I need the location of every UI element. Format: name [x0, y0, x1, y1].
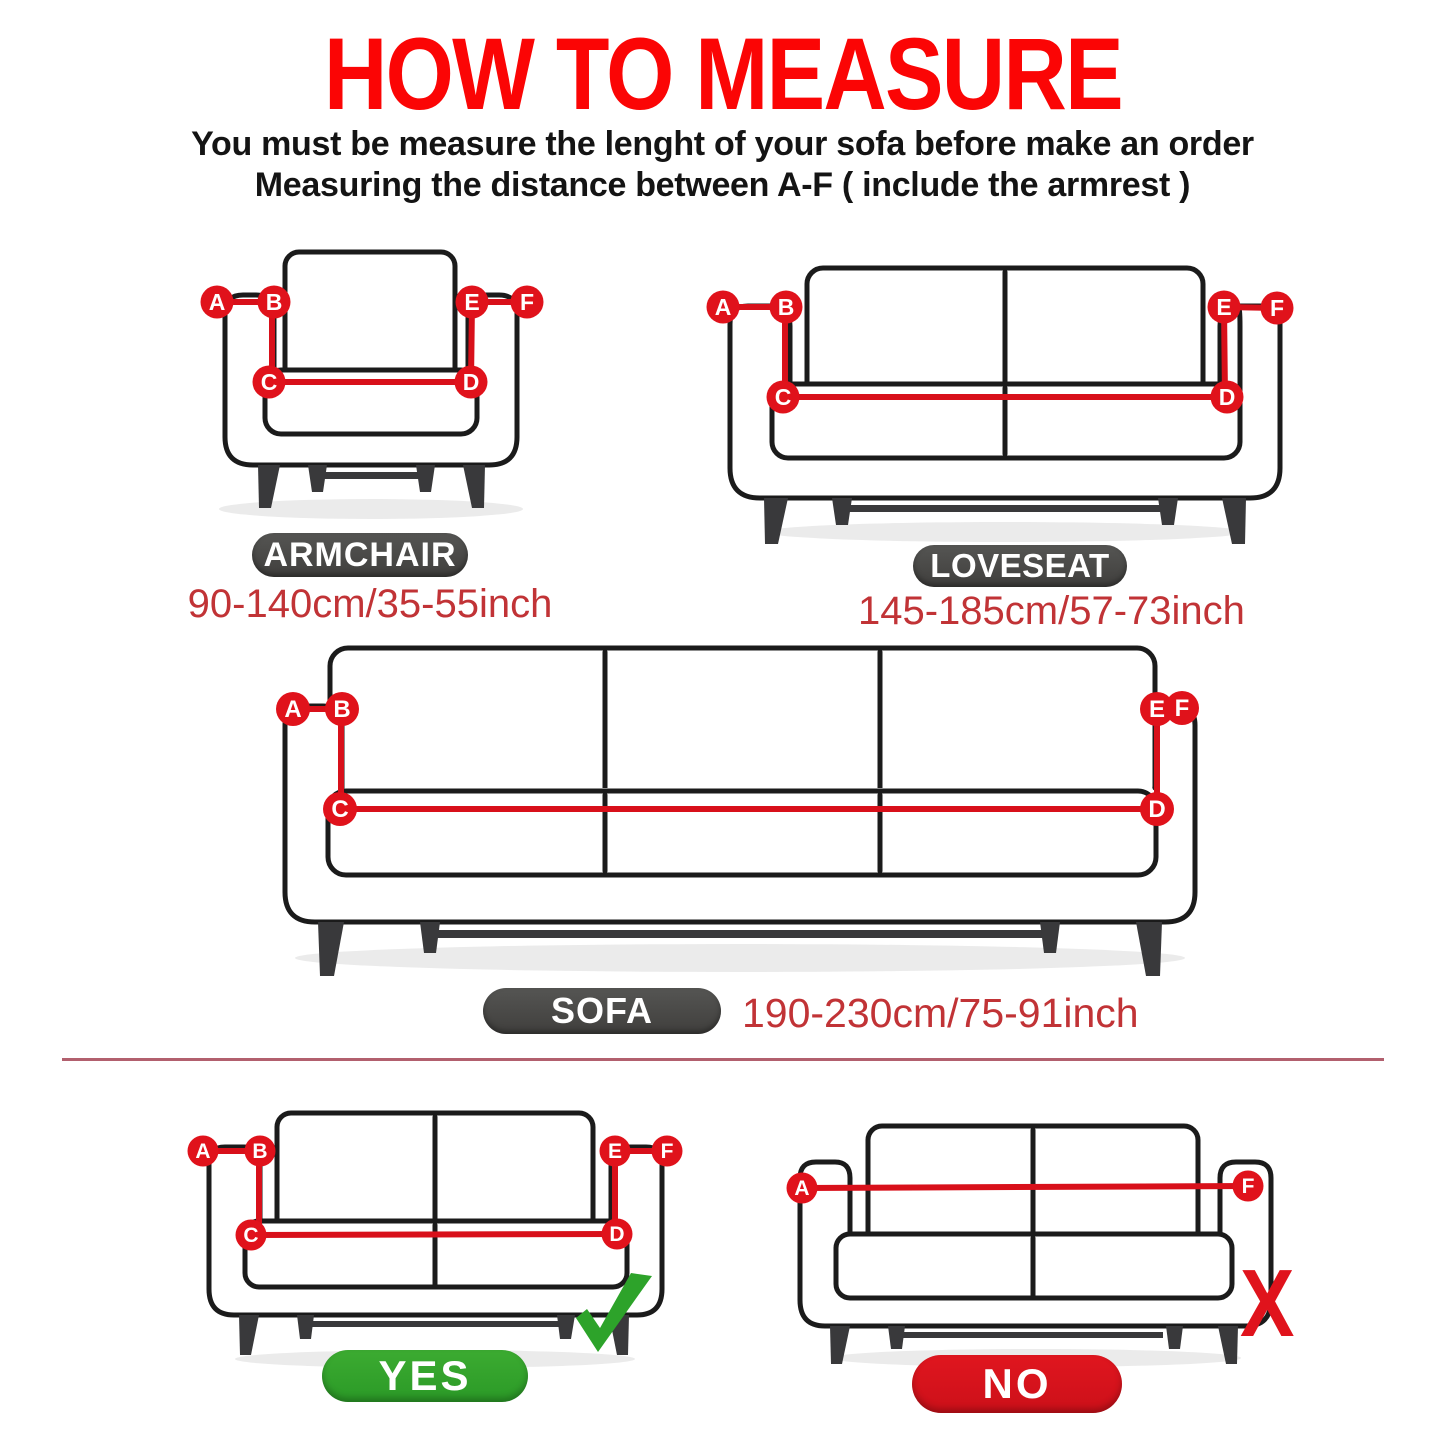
marker-c	[236, 1220, 267, 1251]
svg-text:F: F	[519, 289, 535, 315]
no-example-diagram	[778, 1118, 1300, 1380]
svg-text:A: A	[284, 696, 302, 723]
sofa-label: SOFA	[550, 990, 653, 1031]
marker-c	[767, 381, 800, 414]
svg-text:B: B	[265, 289, 283, 315]
sofa-label-pill	[483, 988, 721, 1034]
checkmark-icon	[570, 1266, 654, 1352]
marker-e	[1208, 291, 1241, 324]
marker-d	[455, 366, 488, 399]
loveseat-diagram	[702, 256, 1302, 556]
svg-text:D: D	[609, 1223, 625, 1246]
marker-e	[456, 286, 489, 319]
marker-f	[1165, 691, 1199, 725]
marker-d	[1140, 792, 1174, 826]
no-measure-line	[802, 1186, 1248, 1188]
svg-text:C: C	[331, 796, 349, 823]
svg-text:F: F	[1269, 295, 1285, 321]
svg-text:D: D	[1218, 384, 1236, 410]
sofa-diagram	[230, 628, 1230, 988]
marker-c	[323, 792, 357, 826]
svg-text:C: C	[774, 384, 792, 410]
svg-text:E: E	[607, 1140, 623, 1163]
loveseat-range: 145-185cm/57-73inch	[858, 589, 1245, 633]
armchair-range: 90-140cm/35-55inch	[187, 582, 553, 626]
marker-e	[600, 1136, 631, 1167]
marker-a	[201, 286, 234, 319]
marker-d	[602, 1219, 633, 1250]
marker-a	[787, 1173, 818, 1204]
svg-text:F: F	[1241, 1175, 1255, 1198]
subtitle-line-1: You must be measure the lenght of your sofa before make an order	[191, 125, 1254, 163]
svg-text:F: F	[660, 1140, 674, 1163]
yes-pill	[322, 1350, 528, 1402]
x-mark-icon: X	[1240, 1250, 1295, 1357]
marker-f	[652, 1136, 683, 1167]
yes-label: YES	[378, 1352, 472, 1399]
armchair-label-pill	[252, 533, 468, 577]
svg-text:A: A	[794, 1177, 810, 1200]
no-pill	[912, 1355, 1122, 1413]
svg-text:B: B	[252, 1140, 268, 1163]
svg-text:E: E	[1216, 294, 1232, 320]
no-label: NO	[982, 1360, 1052, 1407]
svg-text:E: E	[1148, 696, 1166, 723]
svg-text:A: A	[714, 294, 732, 320]
marker-d	[1211, 381, 1244, 414]
marker-b	[258, 286, 291, 319]
marker-a	[188, 1136, 219, 1167]
svg-text:A: A	[195, 1140, 211, 1163]
sofa-range: 190-230cm/75-91inch	[742, 990, 1139, 1036]
page-title-wrap	[0, 16, 1445, 133]
subtitle	[0, 124, 1445, 206]
section-divider	[62, 1058, 1384, 1061]
svg-text:D: D	[462, 369, 480, 395]
svg-text:E: E	[464, 289, 480, 315]
svg-text:A: A	[208, 289, 226, 315]
sofa-back-cushions	[330, 648, 1155, 804]
armchair-diagram	[180, 245, 575, 535]
svg-text:D: D	[1148, 796, 1166, 823]
marker-c	[253, 366, 286, 399]
marker-b	[325, 692, 359, 726]
page-title: HOW TO MEASURE	[323, 17, 1122, 131]
marker-f	[1261, 292, 1294, 325]
sofa-seat-cushions	[328, 791, 1156, 875]
marker-b	[245, 1136, 276, 1167]
svg-text:C: C	[243, 1224, 259, 1247]
loveseat-label: LOVESEAT	[930, 547, 1110, 584]
marker-a	[276, 692, 310, 726]
svg-text:B: B	[333, 696, 351, 723]
svg-text:C: C	[260, 369, 278, 395]
marker-f	[511, 286, 544, 319]
armchair-label: ARMCHAIR	[263, 535, 457, 574]
marker-b	[770, 291, 803, 324]
marker-a	[707, 291, 740, 324]
svg-text:F: F	[1174, 695, 1190, 722]
svg-text:B: B	[777, 294, 795, 320]
subtitle-line-2: Measuring the distance between A-F ( include the armrest )	[254, 166, 1191, 204]
loveseat-label-pill	[913, 545, 1127, 587]
marker-f	[1233, 1171, 1264, 1202]
